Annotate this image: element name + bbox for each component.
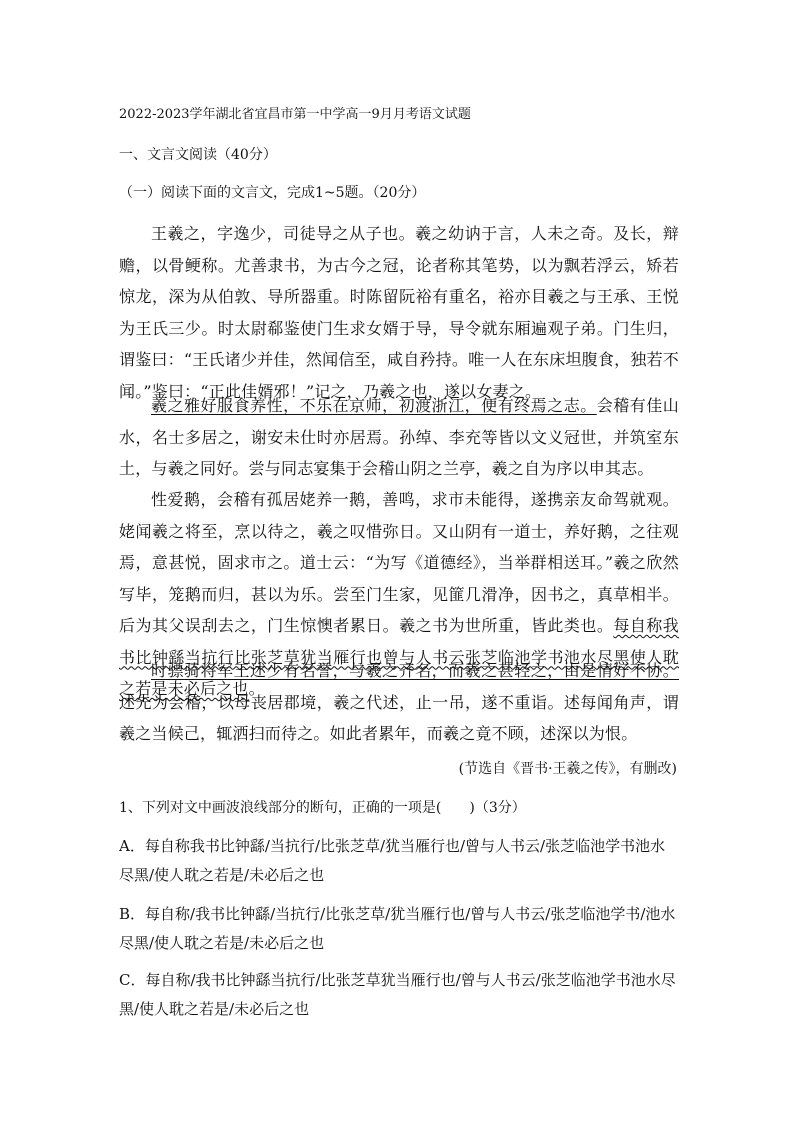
passage-paragraph-2 xyxy=(119,390,679,485)
source-citation: (节选自《晋书·王羲之传》，有删改) xyxy=(458,761,677,777)
question-1: 1、下列对文中画波浪线部分的断句，正确的一项是( )（3分） xyxy=(119,800,526,816)
wavy-underlined-passage: 每自称我书比钟繇当抗行比张芝草犹当雁行也曾与人书云张芝临池学书池水尽黑使人耽之若是未必后之也 xyxy=(119,616,679,698)
section-heading: 一、文言文阅读（40分） xyxy=(119,147,277,163)
paragraph-4-text: 述先为会稽，以母丧居郡境，羲之代述，止一吊，遂不重诣。述每闻角声，谓羲之当候己，辄洒扫而待之。如此者累年，而羲之竟不顾，述深以为恨。 xyxy=(119,692,679,743)
paragraph-3-text: 性爱鹅，会稽有孤居姥养一鹅，善鸣，求市未能得，遂携亲友命驾就观。姥闻羲之将至，烹以待之，羲之叹惜弥日。又山阴有一道士，养好鹅，之往观焉，意甚悦，固求市之。道士云：“为写《道德经》，当举群相送耳。”羲之欣然写毕，笼鹅而归，甚以为乐。尝至门生家，见篚几滑净，因书之，真草相半。后为其父误刮去之，门生惊懊者累日。羲之书为世所重，皆此类也。 xyxy=(119,490,679,635)
option-c: C．每自称/我书比钟繇当抗行/比张芝草犹当雁行也/曾与人书云/张芝临池学书池水尽黑/使人耽之若是/未必后之也 xyxy=(119,971,676,1018)
paragraph-2-text: 会稽有佳山水，名士多居之，谢安未仕时亦居焉。孙绰、李充等皆以文义冠世，并筑室东土，与羲之同好。尝与同志宴集于会稽山阴之兰亭，羲之自为序以申其志。 xyxy=(119,396,679,478)
passage-paragraph-4 xyxy=(119,655,679,750)
underlined-sentence-1: 羲之雅好服食养性，不乐在京师，初渡浙江，便有终焉之志。 xyxy=(151,396,597,415)
option-a: A．每自称我书比钟繇/当抗行/比张芝草/犹当雁行也/曾与人书云/张芝临池学书池水尽黑/使人耽之若是/未必后之也 xyxy=(119,837,666,884)
underlined-sentence-2: 时骠骑将军王述少有名誉，与羲之齐名，而羲之甚轻之，由是情好不协。 xyxy=(151,661,679,680)
option-b: B．每自称/我书比钟繇/当抗行/比张芝草/犹当雁行也/曾与人书云/张芝临池学书/池水尽黑/使人耽之若是/未必后之也 xyxy=(119,905,676,952)
document-title: 2022-2023学年湖北省宜昌市第一中学高一9月月考语文试题 xyxy=(119,107,471,122)
subsection-heading: （一）阅读下面的文言文，完成1~5题。（20分） xyxy=(119,185,426,201)
paragraph-3-end: 。 xyxy=(248,679,265,698)
passage-paragraph-1: 王羲之，字逸少，司徒导之从子也。羲之幼讷于言，人未之奇。及长，辩赡，以骨鲠称。尤善隶书，为古今之冠，论者称其笔势，以为飘若浮云，矫若惊龙，深为从伯敦、导所器重。时陈留阮裕有重名，裕亦目羲之与王承、王悦为王氏三少。时太尉郗鉴使门生求女婿于导，导令就东厢遍观子弟。门生归，谓鉴曰：“王氏诸少并佳，然闻信至，咸自矜持。唯一人在东床坦腹食，独若不闻。”鉴曰：“正此佳婿邪！”记之，乃羲之也，遂以女妻之。 xyxy=(119,224,679,401)
